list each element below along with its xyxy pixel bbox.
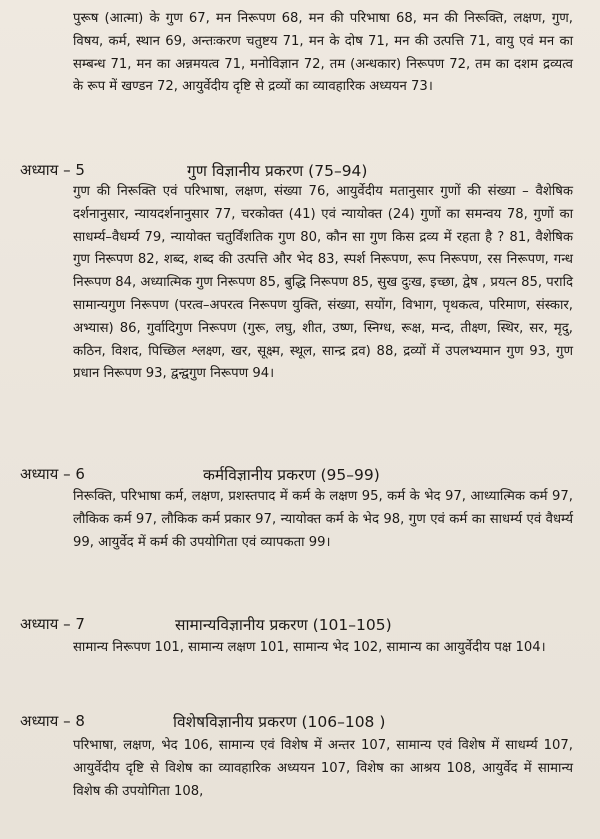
chapter-8-title: विशेषविज्ञानीय प्रकरण (106–108 ) [173, 713, 386, 731]
chapter-8-contents: परिभाषा, लक्षण, भेद 106, सामान्य एवं विशेष में अन्तर 107, सामान्य एवं विशेष में साधर्म्य 107, आयुर्वेदीय दृष्टि से विशेष का व्यावहारिक अध्ययन 107, विशेष का आश्रय 108, आयुर्वेद में सामान्य विशेष की उपयोगिता 108, [73, 738, 573, 799]
chapter-5-contents: गुण की निरूक्ति एवं परिभाषा, लक्षण, संख्या 76, आयुर्वेदीय मतानुसार गुणों की संख्या – वैशेषिक दर्शनानुसार, न्यायदर्शनानुसार 77, चरकोक्त (41) एवं न्यायोक्त (24) गुणों का समन्वय 78, गुणों का साधर्म्य–वैधर्म्य 79, न्यायोक्त चतुर्विंशतिक गुण 80, कौन सा गुण किस द्रव्य में रहता है ? 81, वैशेषिक गुण निरूपण 82, शब्द, शब्द की उत्पत्ति और भेद 83, स्पर्श निरूपण, रूप निरूपण, रस निरूपण, गन्ध निरूपण 84, अध्यात्मिक गुण निरूपण 85, बुद्धि निरूपण 85, सुख दुःख, इच्छा, द्वेष , प्रयत्न 85, परादि सामान्यगुण निरूपण (परत्व–अपरत्व निरूपण युक्ति, संख्या, सयोंग, विभाग, पृथकत्व, परिमाण, संस्कार, अभ्यास) 86, गुर्वादिगुण निरूपण (गुरू, लघु, शीत, उष्ण, स्निग्ध, रूक्ष, मन्द, तीक्ष्ण, स्थिर, सर, मृदु, कठिन, विशद, पिच्छिल श्लक्ष्ण, खर, सूक्ष्म, स्थूल, सान्द्र द्रव) 88, द्रव्यों में उपलभ्यमान गुण 93, गुण प्रधान निरूपण 93, द्वन्द्वगुण निरूपण 94। [73, 184, 573, 382]
chapter-5-label: अध्याय – 5 [20, 161, 85, 179]
intro-paragraph: पुरूष (आत्मा) के गुण 67, मन निरूपण 68, मन की परिभाषा 68, मन की निरूक्ति, लक्षण, गुण, विषय, कर्म, स्थान 69, अन्तःकरण चतुष्टय 71, मन के दोष 71, मन की उत्पत्ति 71, वायु एवं मन का सम्बन्ध 71, मन का अन्नमयत्व 71, मनोविज्ञान 72, तम (अन्धकार) निरूपण 72, तम का दशम द्रव्यत्व के रूप में खण्डन 72, आयुर्वेदीय दृष्टि से द्रव्यों का व्यावहारिक अध्ययन 73। [73, 11, 573, 95]
chapter-5-title: गुण विज्ञानीय प्रकरण (75–94) [187, 162, 368, 180]
chapter-7-title: सामान्यविज्ञानीय प्रकरण (101–105) [175, 616, 392, 634]
chapter-8-label: अध्याय – 8 [20, 712, 85, 730]
chapter-6-label: अध्याय – 6 [20, 465, 85, 483]
chapter-7-contents: सामान्य निरूपण 101, सामान्य लक्षण 101, सामान्य भेद 102, सामान्य का आयुर्वेदीय पक्ष 104। [73, 640, 546, 655]
chapter-6-contents: निरूक्ति, परिभाषा कर्म, लक्षण, प्रशस्तपाद में कर्म के लक्षण 95, कर्म के भेद 97, आध्यात्मिक कर्म 97, लौकिक कर्म 97, लौकिक कर्म प्रकार 97, न्यायोक्त कर्म के भेद 98, गुण एवं कर्म का साधर्म्य एवं वैधर्म्य 99, आयुर्वेद में कर्म की उपयोगिता एवं व्यापकता 99। [73, 489, 573, 550]
chapter-6-title: कर्मविज्ञानीय प्रकरण (95–99) [203, 466, 380, 484]
chapter-7-label: अध्याय – 7 [20, 615, 85, 633]
